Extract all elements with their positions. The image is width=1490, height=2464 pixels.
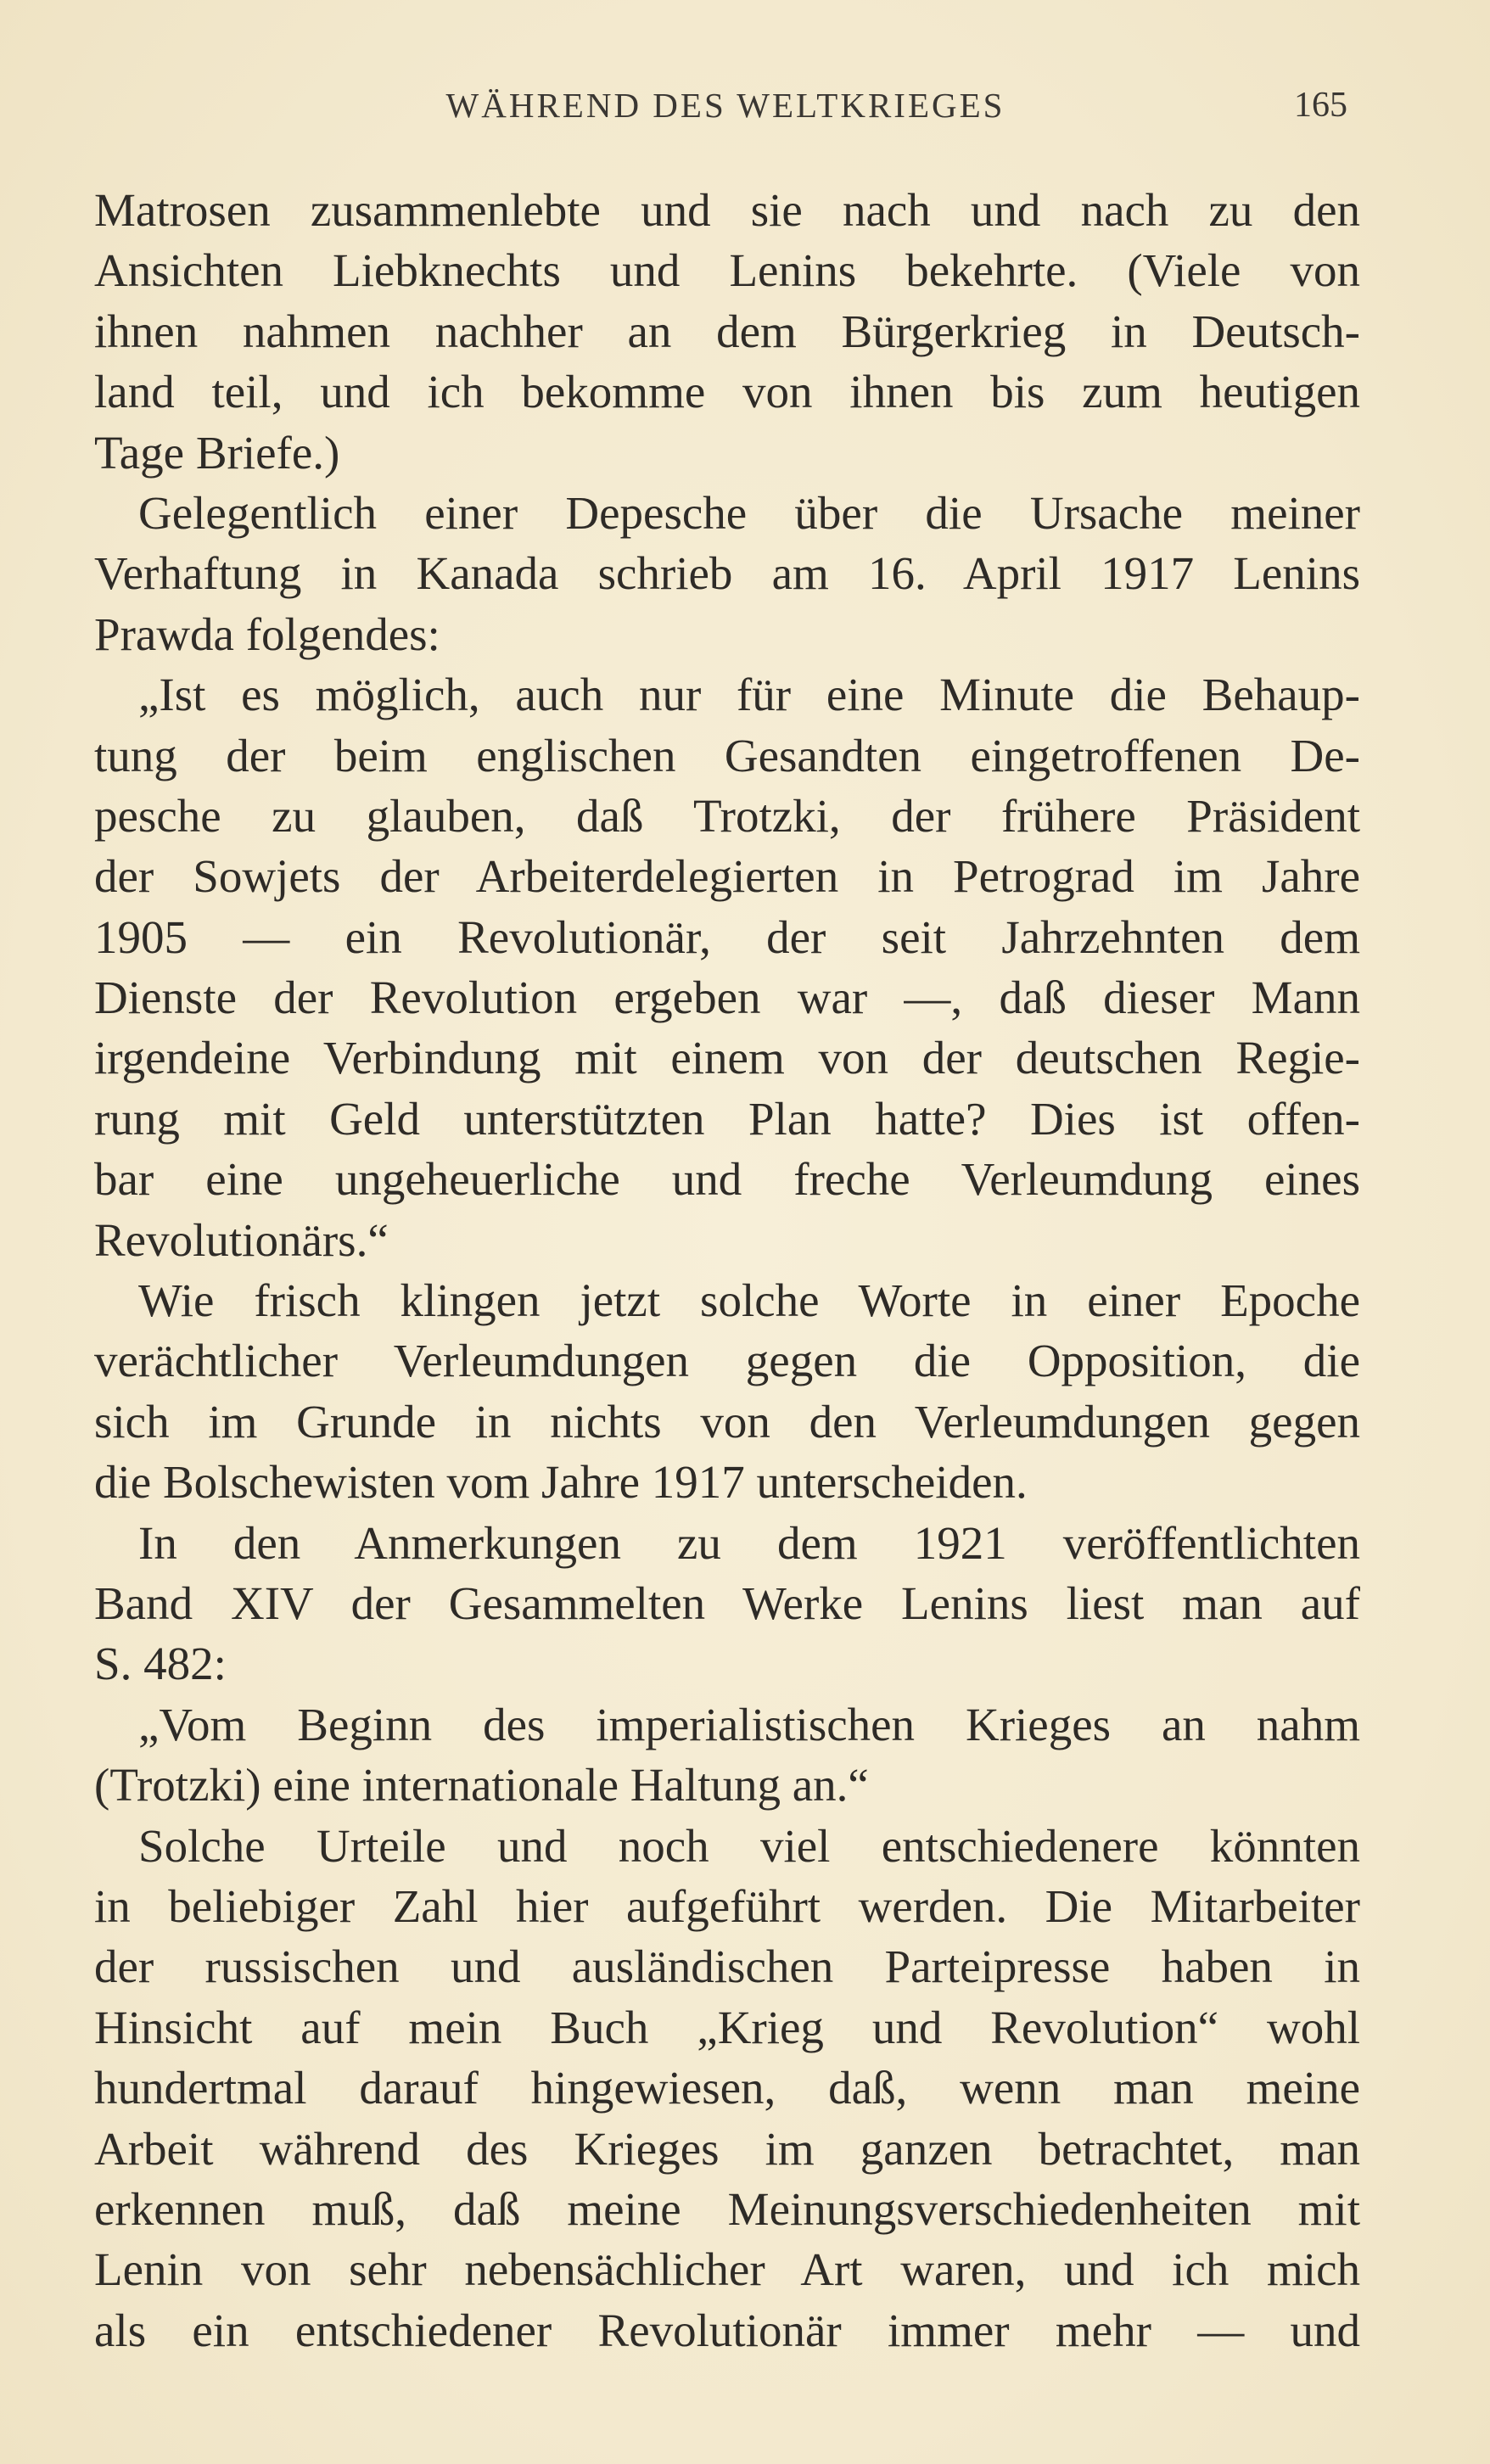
text-line: „Ist es möglich, auch nur für eine Minute die Behaup- — [138, 669, 1360, 721]
text-line: verächtlicher Verleumdungen gegen die Opposition, die — [94, 1335, 1360, 1387]
paragraph — [94, 1816, 1360, 2361]
page-number: 165 — [1294, 86, 1347, 125]
text-line: die Bolschewisten vom Jahre 1917 unterscheiden. — [94, 1456, 1028, 1509]
text-line: Solche Urteile und noch viel entschiedenere könnten — [138, 1819, 1360, 1872]
body-text — [94, 180, 1360, 2360]
text-line: 1905 — ein Revolutionär, der seit Jahrzehnten dem — [94, 910, 1360, 963]
paragraph — [94, 1513, 1360, 1694]
text-line: irgendeine Verbindung mit einem von der deutschen Regie- — [94, 1032, 1360, 1084]
text-line: In den Anmerkungen zu dem 1921 veröffentlichten — [138, 1516, 1360, 1569]
text-line: Dienste der Revolution ergeben war —, daß dieser Mann — [94, 972, 1360, 1024]
text-line: als ein entschiedener Revolutionär immer mehr — und — [94, 2304, 1360, 2356]
text-line: Hinsicht auf mein Buch „Krieg und Revolution“ wohl — [94, 2001, 1360, 2053]
text-line: Gelegentlich einer Depesche über die Ursache meiner — [138, 486, 1360, 539]
running-head-title: WÄHREND DES WELTKRIEGES — [445, 86, 1005, 125]
text-line: tung der beim englischen Gesandten eingetroffenen De- — [94, 729, 1360, 781]
text-line: sich im Grunde in nichts von den Verleumdungen gegen — [94, 1395, 1360, 1448]
text-line: Wie frisch klingen jetzt solche Worte in einer Epoche — [138, 1274, 1360, 1327]
text-line: erkennen muß, daß meine Meinungsverschiedenheiten mit — [94, 2182, 1360, 2235]
text-line: der Sowjets der Arbeiterdelegierten in Petrograd im Jahre — [94, 850, 1360, 903]
text-line: Arbeit während des Krieges im ganzen betrachtet, man — [94, 2122, 1360, 2175]
paragraph — [94, 1270, 1360, 1513]
text-line: S. 482: — [94, 1638, 227, 1690]
text-line: bar eine ungeheuerliche und freche Verleumdung eines — [94, 1153, 1360, 1206]
text-line: ihnen nahmen nachher an dem Bürgerkrieg in Deutsch- — [94, 305, 1360, 357]
paragraph — [94, 180, 1360, 483]
paragraph — [94, 664, 1360, 1270]
text-line: Tage Briefe.) — [94, 426, 340, 479]
text-line: (Trotzki) eine internationale Haltung an.“ — [94, 1759, 869, 1812]
text-line: rung mit Geld unterstützten Plan hatte? Dies ist offen- — [94, 1092, 1360, 1145]
paragraph — [94, 483, 1360, 664]
text-line: Matrosen zusammenlebte und sie nach und nach zu den — [94, 184, 1360, 236]
text-line: Prawda folgendes: — [94, 608, 440, 660]
paragraph — [94, 1694, 1360, 1816]
text-line: „Vom Beginn des imperialistischen Krieges an nahm — [138, 1698, 1360, 1750]
text-line: Verhaftung in Kanada schrieb am 16. April 1917 Lenins — [94, 547, 1360, 600]
running-head — [0, 85, 1490, 136]
text-line: pesche zu glauben, daß Trotzki, der frühere Präsident — [94, 789, 1360, 842]
text-line: Revolutionärs.“ — [94, 1213, 389, 1266]
text-line: der russischen und ausländischen Parteipresse haben in — [94, 1940, 1360, 1993]
text-line: Ansichten Liebknechts und Lenins bekehrte. (Viele von — [94, 244, 1360, 297]
text-line: Lenin von sehr nebensächlicher Art waren, und ich mich — [94, 2243, 1360, 2296]
text-line: Band XIV der Gesammelten Werke Lenins liest man auf — [94, 1576, 1360, 1629]
text-line: land teil, und ich bekomme von ihnen bis zum heutigen — [94, 366, 1360, 418]
text-line: in beliebiger Zahl hier aufgeführt werden. Die Mitarbeiter — [94, 1879, 1360, 1932]
text-line: hundertmal darauf hingewiesen, daß, wenn man meine — [94, 2062, 1360, 2114]
